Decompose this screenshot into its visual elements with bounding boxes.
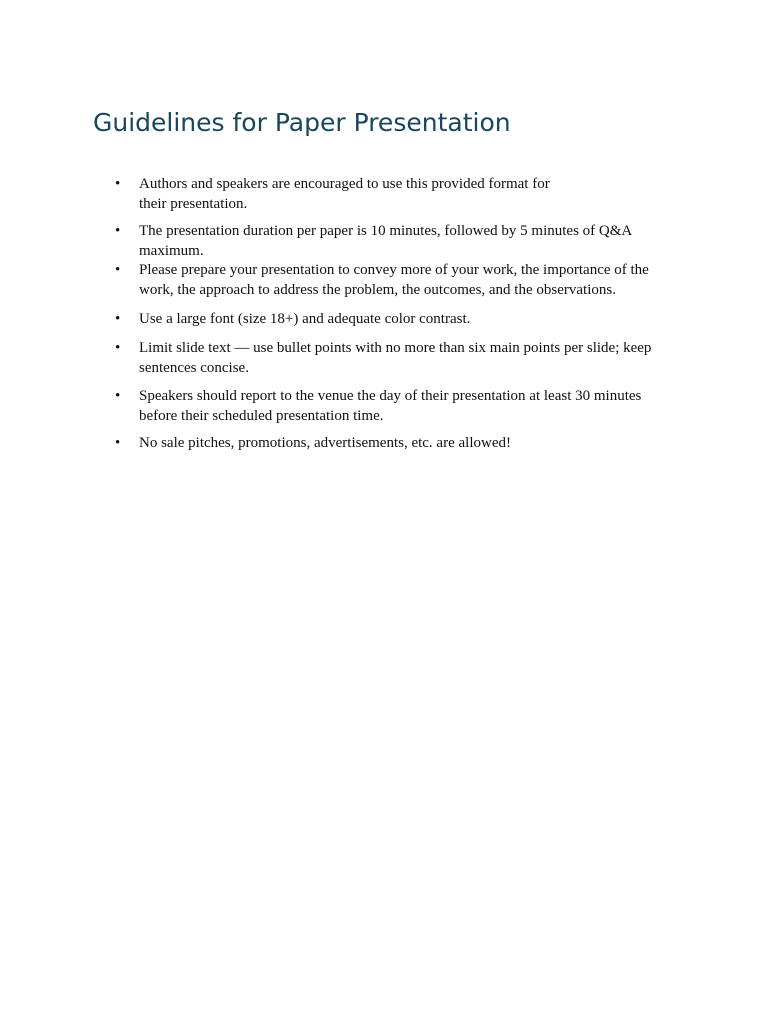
guideline-text: Use a large font (size 18+) and adequate color contrast.	[139, 311, 471, 327]
guideline-text: The presentation duration per paper is 10 minutes, followed by 5 minutes of Q&A maximum.	[139, 223, 632, 259]
bullet-icon: •	[115, 176, 121, 192]
page-title: Guidelines for Paper Presentation	[93, 108, 511, 137]
bullet-icon: •	[115, 223, 121, 239]
guideline-text: Speakers should report to the venue the day of their presentation at least 30 minutes before their scheduled presentation time.	[139, 388, 642, 424]
guideline-text: Authors and speakers are encouraged to use this provided format for their presentation.	[139, 176, 550, 212]
bullet-icon: •	[115, 262, 121, 278]
guideline-text: No sale pitches, promotions, advertisements, etc. are allowed!	[139, 435, 511, 451]
bullet-icon: •	[115, 311, 121, 327]
guideline-text: Limit slide text — use bullet points with no more than six main points per slide; keep sentences concise.	[139, 340, 652, 376]
bullet-icon: •	[115, 435, 121, 451]
guideline-text: Please prepare your presentation to convey more of your work, the importance of the work, the approach to address the problem, the outcomes, and the observations.	[139, 262, 649, 298]
bullet-icon: •	[115, 388, 121, 404]
bullet-icon: •	[115, 340, 121, 356]
